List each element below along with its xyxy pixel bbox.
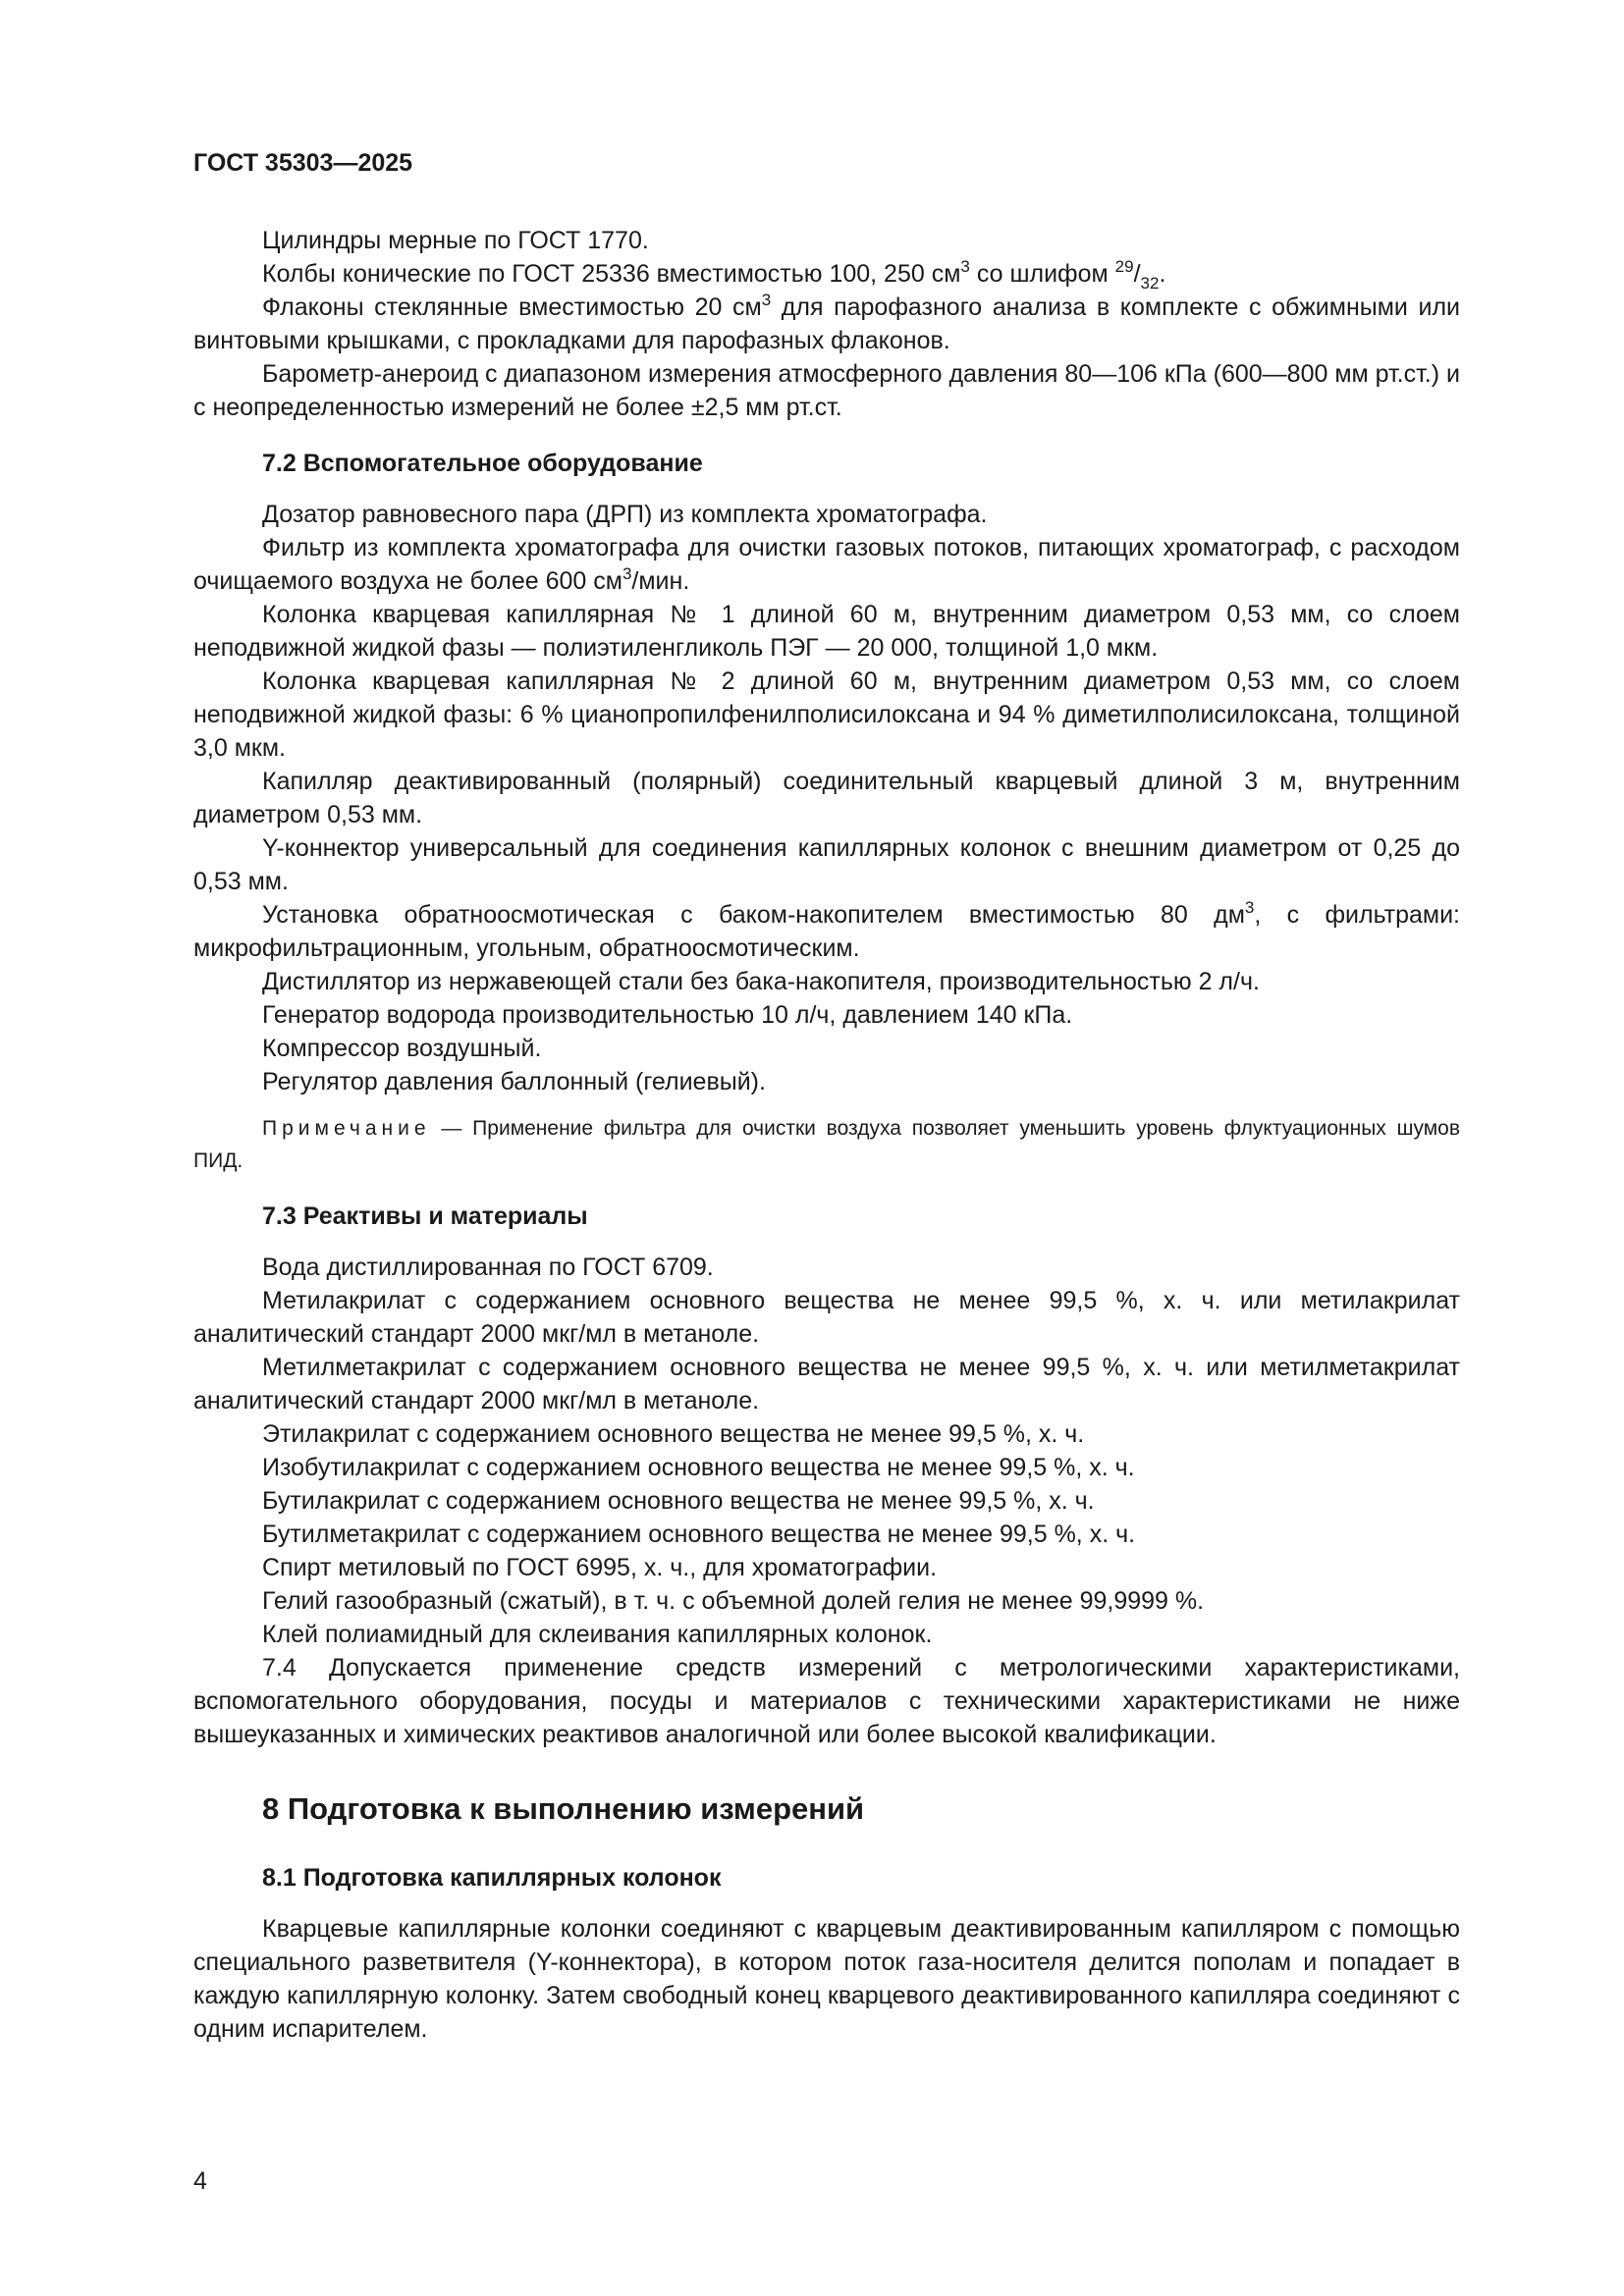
section-title-7-3: 7.3 Реактивы и материалы [262, 1202, 588, 1230]
section-title-8: 8 Подготовка к выполнению измерений [262, 1791, 865, 1826]
document-body [193, 224, 1460, 2046]
paragraph: Дозатор равновесного пара (ДРП) из комплекта хроматографа. [262, 501, 988, 528]
paragraph: Клей полиамидный для склеивания капиллярных колонок. [262, 1621, 933, 1648]
paragraph: Метилметакрилат с содержанием основного вещества не менее 99,5 %, х. ч. или метилметакрилат аналитический стандарт 2000 мкг/мл в метаноле. [193, 1354, 1460, 1415]
paragraph: Установка обратноосмотическая с баком-накопителем вместимостью 80 $дм^3$, с фильтрами: микрофильтрационным, угольным, обратноосмотическим. [193, 898, 1460, 962]
paragraph: Гелий газообразный (сжатый), в т. ч. с объемной долей гелия не менее 99,9999 %. [262, 1587, 1205, 1615]
note-label: Примечание [262, 1117, 431, 1140]
section-title-7-2: 7.2 Вспомогательное оборудование [262, 450, 703, 477]
paragraph: Спирт метиловый по ГОСТ 6995, х. ч., для хроматографии. [262, 1554, 938, 1581]
note-text: — Применение фильтра для очистки воздуха позволяет уменьшить уровень флуктуационных шумов ПИД. [193, 1117, 1460, 1172]
page-number: 4 [193, 2167, 207, 2195]
paragraph: Колонка кварцевая капиллярная № 1 длиной 60 м, внутренним диаметром 0,53 мм, со слоем неподвижной жидкой фазы — полиэтиленгликоль ПЭГ — 20 000, толщиной 1,0 мкм. [193, 601, 1460, 662]
paragraph: Компрессор воздушный. [262, 1035, 542, 1062]
paragraph: Y-коннектор универсальный для соединения капиллярных колонок с внешним диаметром от 0,25 до 0,53 мм. [193, 834, 1460, 895]
document-code: ГОСТ 35303—2025 [193, 149, 413, 177]
paragraph: Бутилакрилат с содержанием основного вещества не менее 99,5 %, х. ч. [262, 1487, 1095, 1515]
paragraph: Изобутилакрилат с содержанием основного вещества не менее 99,5 %, х. ч. [262, 1454, 1135, 1481]
paragraph: Барометр-анероид с диапазоном измерения атмосферного давления 80—106 кПа (600—800 мм рт.ст.) и с неопределенностью измерений не более ±2,5 мм рт.ст. [193, 360, 1460, 421]
paragraph: Регулятор давления баллонный (гелиевый). [262, 1068, 766, 1095]
note [193, 1112, 1460, 1177]
paragraph: Колбы конические по ГОСТ 25336 вместимостью 100, 250 $см^3$ со шлифом $^{29}/_{32}$. [262, 257, 1166, 293]
paragraph: Метилакрилат с содержанием основного вещества не менее 99,5 %, х. ч. или метилакрилат аналитический стандарт 2000 мкг/мл в метаноле. [193, 1287, 1460, 1348]
paragraph: Дистиллятор из нержавеющей стали без бака-накопителя, производительностью 2 л/ч. [262, 968, 1260, 995]
paragraph: Фильтр из комплекта хроматографа для очистки газовых потоков, питающих хроматограф, с расходом очищаемого воздуха не более 600 $см^3$/мин. [193, 534, 1460, 595]
paragraph: Флаконы стеклянные вместимостью 20 $см^3$ для парофазного анализа в комплекте с обжимными или винтовыми крышками, с прокладками для парофазных флаконов. [193, 291, 1460, 354]
paragraph: Колонка кварцевая капиллярная № 2 длиной 60 м, внутренним диаметром 0,53 мм, со слоем неподвижной жидкой фазы: 6 % цианопропилфенилполисилоксана и 94 % диметилполисилоксана, толщиной 3,0 мкм. [193, 667, 1460, 762]
paragraph: Этилакрилат с содержанием основного вещества не менее 99,5 %, х. ч. [262, 1420, 1085, 1448]
paragraph: Цилиндры мерные по ГОСТ 1770. [262, 227, 649, 254]
paragraph: Капилляр деактивированный (полярный) соединительный кварцевый длиной 3 м, внутренним диаметром 0,53 мм. [193, 768, 1460, 828]
section-title-8-1: 8.1 Подготовка капиллярных колонок [262, 1864, 722, 1892]
paragraph: Кварцевые капиллярные колонки соединяют с кварцевым деактивированным капилляром с помощью специального разветвителя (Y-коннектора), в котором поток газа-носителя делится пополам и попадает в каждую капиллярную колонку. Затем свободный конец кварцевого деактивированного капилляра соединяют с одним испарителем. [193, 1915, 1460, 2043]
paragraph: Бутилметакрилат с содержанием основного вещества не менее 99,5 %, х. ч. [262, 1521, 1136, 1548]
paragraph: Вода дистиллированная по ГОСТ 6709. [262, 1254, 714, 1281]
clause-7-4: 7.4 Допускается применение средств измерений с метрологическими характеристиками, вспомогательного оборудования, посуды и материалов с техническими характеристиками не ниже вышеуказанных и химических реактивов аналогичной или более высокой квалификации. [193, 1654, 1460, 1748]
paragraph: Генератор водорода производительностью 10 л/ч, давлением 140 кПа. [262, 1001, 1073, 1029]
